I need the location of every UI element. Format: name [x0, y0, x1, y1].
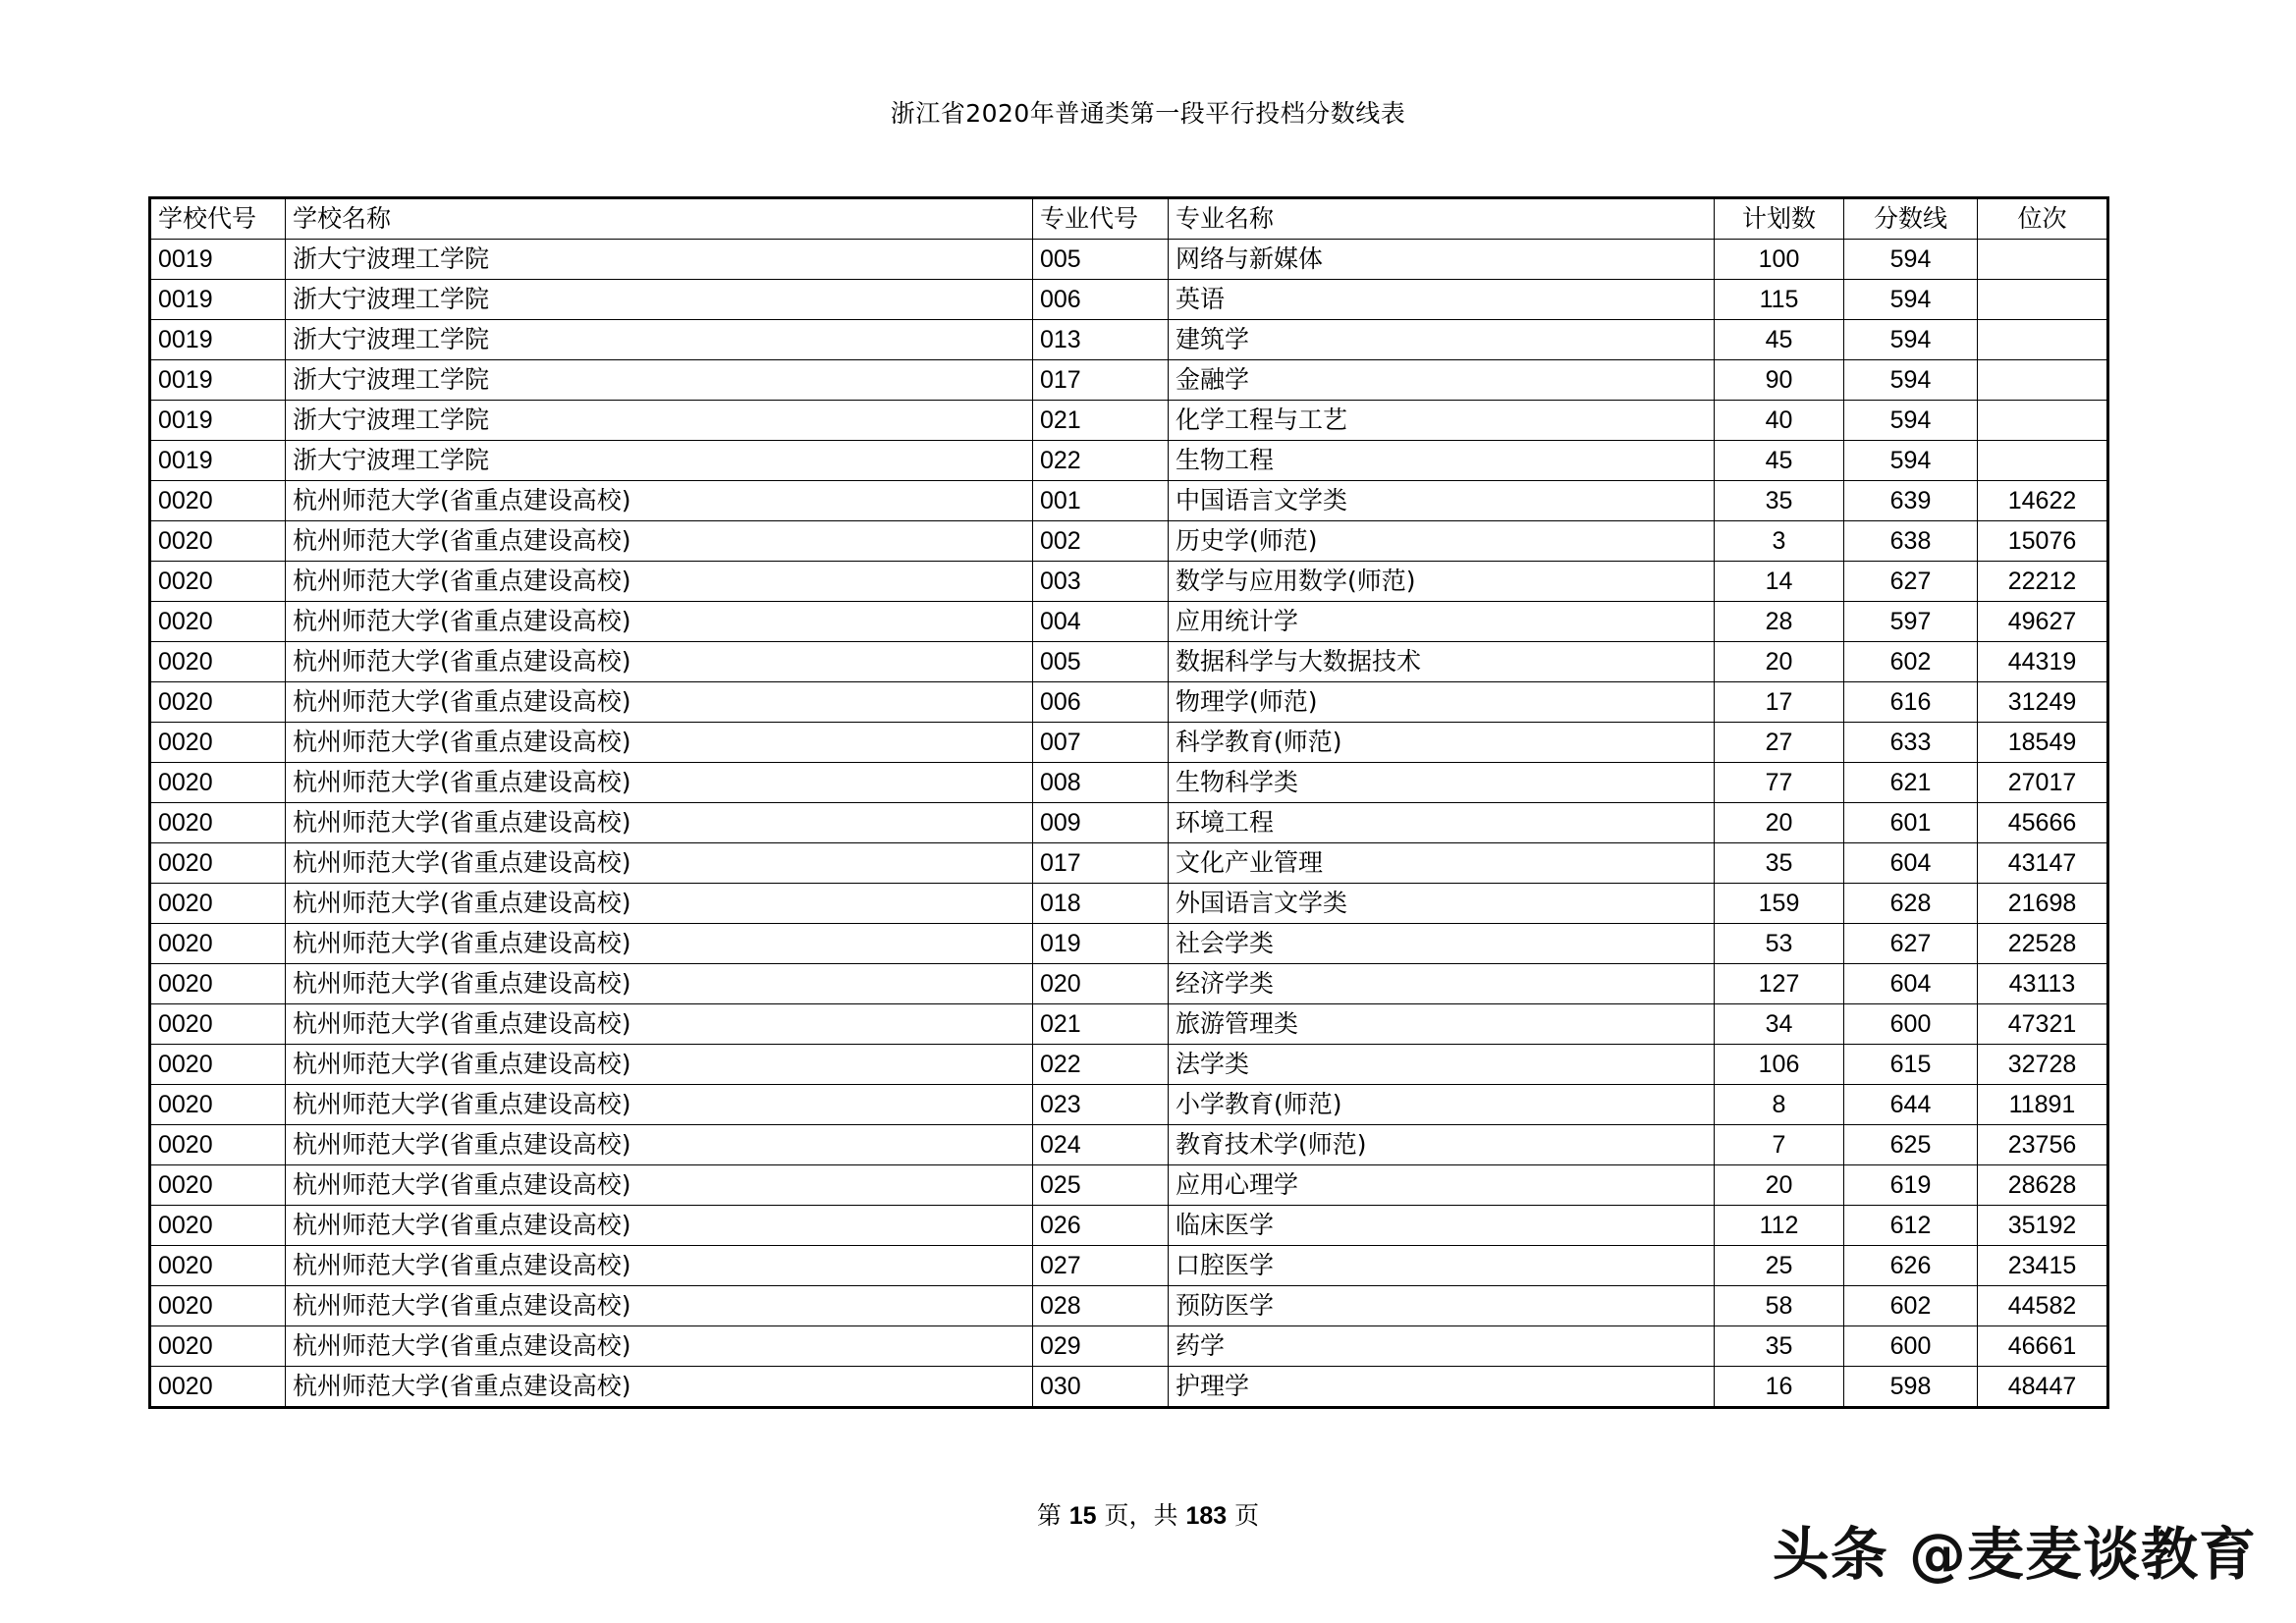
cell-major-code: 005 — [1033, 240, 1169, 280]
cell-school-name: 杭州师范大学(省重点建设高校) — [286, 481, 1033, 521]
cell-school-name: 杭州师范大学(省重点建设高校) — [286, 803, 1033, 843]
cell-major-name: 科学教育(师范) — [1169, 723, 1715, 763]
cell-plan: 159 — [1715, 884, 1844, 924]
cell-rank: 43113 — [1978, 964, 2108, 1004]
cell-rank: 31249 — [1978, 682, 2108, 723]
cell-major-code: 017 — [1033, 843, 1169, 884]
cell-major-name: 小学教育(师范) — [1169, 1085, 1715, 1125]
header-major-name: 专业名称 — [1169, 198, 1715, 240]
cell-major-name: 历史学(师范) — [1169, 521, 1715, 562]
cell-rank: 46661 — [1978, 1326, 2108, 1367]
cell-plan: 25 — [1715, 1246, 1844, 1286]
cell-school-name: 杭州师范大学(省重点建设高校) — [286, 1206, 1033, 1246]
cell-school-code: 0020 — [150, 682, 286, 723]
cell-rank: 14622 — [1978, 481, 2108, 521]
cell-major-code: 030 — [1033, 1367, 1169, 1408]
cell-school-code: 0020 — [150, 1246, 286, 1286]
score-table — [148, 196, 2109, 1409]
cell-major-code: 022 — [1033, 1045, 1169, 1085]
table-row — [150, 360, 2108, 401]
cell-school-code: 0020 — [150, 1004, 286, 1045]
cell-major-name: 应用心理学 — [1169, 1165, 1715, 1206]
cell-school-code: 0020 — [150, 763, 286, 803]
cell-major-code: 001 — [1033, 481, 1169, 521]
cell-score: 633 — [1844, 723, 1978, 763]
cell-school-name: 杭州师范大学(省重点建设高校) — [286, 1045, 1033, 1085]
cell-school-code: 0020 — [150, 642, 286, 682]
cell-score: 600 — [1844, 1326, 1978, 1367]
cell-score: 639 — [1844, 481, 1978, 521]
cell-major-name: 建筑学 — [1169, 320, 1715, 360]
cell-major-code: 018 — [1033, 884, 1169, 924]
cell-school-code: 0020 — [150, 1165, 286, 1206]
cell-major-name: 金融学 — [1169, 360, 1715, 401]
cell-major-code: 007 — [1033, 723, 1169, 763]
cell-major-code: 022 — [1033, 441, 1169, 481]
table-row — [150, 1085, 2108, 1125]
cell-rank — [1978, 441, 2108, 481]
cell-score: 602 — [1844, 642, 1978, 682]
cell-school-name: 杭州师范大学(省重点建设高校) — [286, 924, 1033, 964]
cell-score: 604 — [1844, 964, 1978, 1004]
cell-score: 628 — [1844, 884, 1978, 924]
cell-major-name: 教育技术学(师范) — [1169, 1125, 1715, 1165]
cell-major-code: 029 — [1033, 1326, 1169, 1367]
cell-major-name: 中国语言文学类 — [1169, 481, 1715, 521]
table-row — [150, 682, 2108, 723]
cell-score: 594 — [1844, 401, 1978, 441]
header-major-code: 专业代号 — [1033, 198, 1169, 240]
cell-major-code: 025 — [1033, 1165, 1169, 1206]
cell-score: 621 — [1844, 763, 1978, 803]
cell-school-name: 杭州师范大学(省重点建设高校) — [286, 964, 1033, 1004]
cell-major-code: 013 — [1033, 320, 1169, 360]
cell-school-name: 杭州师范大学(省重点建设高校) — [286, 1326, 1033, 1367]
cell-school-code: 0019 — [150, 441, 286, 481]
cell-score: 627 — [1844, 562, 1978, 602]
cell-plan: 35 — [1715, 1326, 1844, 1367]
score-table-container — [148, 196, 2106, 1409]
cell-school-name: 杭州师范大学(省重点建设高校) — [286, 1004, 1033, 1045]
cell-major-name: 口腔医学 — [1169, 1246, 1715, 1286]
header-school-code: 学校代号 — [150, 198, 286, 240]
table-row — [150, 280, 2108, 320]
cell-school-code: 0020 — [150, 723, 286, 763]
cell-rank: 27017 — [1978, 763, 2108, 803]
cell-rank: 44582 — [1978, 1286, 2108, 1326]
cell-plan: 115 — [1715, 280, 1844, 320]
cell-major-code: 006 — [1033, 682, 1169, 723]
cell-rank: 44319 — [1978, 642, 2108, 682]
cell-plan: 20 — [1715, 642, 1844, 682]
cell-plan: 112 — [1715, 1206, 1844, 1246]
cell-plan: 34 — [1715, 1004, 1844, 1045]
cell-rank — [1978, 360, 2108, 401]
cell-score: 594 — [1844, 441, 1978, 481]
cell-major-name: 旅游管理类 — [1169, 1004, 1715, 1045]
cell-major-name: 生物科学类 — [1169, 763, 1715, 803]
cell-school-name: 杭州师范大学(省重点建设高校) — [286, 843, 1033, 884]
table-row — [150, 320, 2108, 360]
cell-school-code: 0020 — [150, 1045, 286, 1085]
page-number: 15 — [1068, 1502, 1097, 1530]
cell-plan: 28 — [1715, 602, 1844, 642]
cell-rank: 11891 — [1978, 1085, 2108, 1125]
cell-score: 602 — [1844, 1286, 1978, 1326]
cell-school-name: 杭州师范大学(省重点建设高校) — [286, 1165, 1033, 1206]
cell-major-name: 护理学 — [1169, 1367, 1715, 1408]
cell-major-name: 社会学类 — [1169, 924, 1715, 964]
table-row — [150, 1206, 2108, 1246]
cell-school-code: 0019 — [150, 320, 286, 360]
cell-score: 594 — [1844, 240, 1978, 280]
cell-rank: 18549 — [1978, 723, 2108, 763]
cell-rank: 23415 — [1978, 1246, 2108, 1286]
cell-plan: 8 — [1715, 1085, 1844, 1125]
table-header-row — [150, 198, 2108, 240]
header-school-name: 学校名称 — [286, 198, 1033, 240]
cell-rank: 47321 — [1978, 1004, 2108, 1045]
cell-plan: 40 — [1715, 401, 1844, 441]
cell-school-name: 浙大宁波理工学院 — [286, 280, 1033, 320]
cell-school-name: 杭州师范大学(省重点建设高校) — [286, 1085, 1033, 1125]
cell-plan: 17 — [1715, 682, 1844, 723]
cell-score: 601 — [1844, 803, 1978, 843]
cell-major-code: 028 — [1033, 1286, 1169, 1326]
cell-rank: 32728 — [1978, 1045, 2108, 1085]
cell-plan: 106 — [1715, 1045, 1844, 1085]
table-row — [150, 1286, 2108, 1326]
cell-major-code: 006 — [1033, 280, 1169, 320]
cell-score: 594 — [1844, 320, 1978, 360]
cell-plan: 27 — [1715, 723, 1844, 763]
cell-plan: 16 — [1715, 1367, 1844, 1408]
cell-major-code: 024 — [1033, 1125, 1169, 1165]
cell-major-name: 化学工程与工艺 — [1169, 401, 1715, 441]
cell-major-name: 英语 — [1169, 280, 1715, 320]
cell-school-name: 杭州师范大学(省重点建设高校) — [286, 562, 1033, 602]
cell-plan: 45 — [1715, 441, 1844, 481]
cell-plan: 53 — [1715, 924, 1844, 964]
cell-score: 594 — [1844, 280, 1978, 320]
cell-score: 604 — [1844, 843, 1978, 884]
cell-plan: 58 — [1715, 1286, 1844, 1326]
cell-rank — [1978, 240, 2108, 280]
cell-score: 627 — [1844, 924, 1978, 964]
cell-rank: 15076 — [1978, 521, 2108, 562]
cell-rank — [1978, 401, 2108, 441]
cell-major-code: 020 — [1033, 964, 1169, 1004]
cell-school-name: 杭州师范大学(省重点建设高校) — [286, 723, 1033, 763]
cell-plan: 3 — [1715, 521, 1844, 562]
cell-school-code: 0020 — [150, 481, 286, 521]
cell-school-code: 0019 — [150, 240, 286, 280]
table-row — [150, 562, 2108, 602]
cell-major-name: 临床医学 — [1169, 1206, 1715, 1246]
cell-score: 616 — [1844, 682, 1978, 723]
cell-school-name: 杭州师范大学(省重点建设高校) — [286, 602, 1033, 642]
cell-school-code: 0019 — [150, 360, 286, 401]
footer-middle: 页，共 — [1096, 1501, 1186, 1530]
cell-major-name: 环境工程 — [1169, 803, 1715, 843]
header-score: 分数线 — [1844, 198, 1978, 240]
cell-school-code: 0020 — [150, 1085, 286, 1125]
table-row — [150, 1246, 2108, 1286]
cell-plan: 90 — [1715, 360, 1844, 401]
cell-school-code: 0020 — [150, 521, 286, 562]
cell-rank: 28628 — [1978, 1165, 2108, 1206]
cell-major-code: 021 — [1033, 1004, 1169, 1045]
cell-major-code: 005 — [1033, 642, 1169, 682]
cell-score: 612 — [1844, 1206, 1978, 1246]
page-total: 183 — [1185, 1502, 1228, 1530]
cell-plan: 14 — [1715, 562, 1844, 602]
cell-score: 638 — [1844, 521, 1978, 562]
cell-score: 625 — [1844, 1125, 1978, 1165]
cell-school-code: 0020 — [150, 924, 286, 964]
header-rank: 位次 — [1978, 198, 2108, 240]
table-row — [150, 481, 2108, 521]
cell-school-name: 杭州师范大学(省重点建设高校) — [286, 884, 1033, 924]
cell-rank: 48447 — [1978, 1367, 2108, 1408]
cell-school-code: 0020 — [150, 1206, 286, 1246]
table-row — [150, 1367, 2108, 1408]
table-row — [150, 843, 2108, 884]
table-row — [150, 924, 2108, 964]
cell-school-code: 0019 — [150, 280, 286, 320]
cell-score: 598 — [1844, 1367, 1978, 1408]
table-row — [150, 723, 2108, 763]
table-row — [150, 642, 2108, 682]
table-row — [150, 1125, 2108, 1165]
table-row — [150, 441, 2108, 481]
cell-rank: 22528 — [1978, 924, 2108, 964]
cell-score: 615 — [1844, 1045, 1978, 1085]
table-row — [150, 602, 2108, 642]
cell-rank: 21698 — [1978, 884, 2108, 924]
cell-major-code: 019 — [1033, 924, 1169, 964]
cell-score: 619 — [1844, 1165, 1978, 1206]
cell-school-code: 0019 — [150, 401, 286, 441]
cell-major-code: 002 — [1033, 521, 1169, 562]
cell-plan: 20 — [1715, 1165, 1844, 1206]
cell-major-name: 应用统计学 — [1169, 602, 1715, 642]
cell-school-code: 0020 — [150, 1286, 286, 1326]
cell-major-code: 009 — [1033, 803, 1169, 843]
cell-major-name: 经济学类 — [1169, 964, 1715, 1004]
cell-school-code: 0020 — [150, 562, 286, 602]
cell-major-code: 004 — [1033, 602, 1169, 642]
cell-major-code: 021 — [1033, 401, 1169, 441]
cell-school-code: 0020 — [150, 803, 286, 843]
cell-rank: 35192 — [1978, 1206, 2108, 1246]
cell-rank: 23756 — [1978, 1125, 2108, 1165]
cell-plan: 35 — [1715, 481, 1844, 521]
cell-school-name: 杭州师范大学(省重点建设高校) — [286, 1286, 1033, 1326]
table-row — [150, 884, 2108, 924]
cell-major-code: 026 — [1033, 1206, 1169, 1246]
cell-plan: 7 — [1715, 1125, 1844, 1165]
table-row — [150, 964, 2108, 1004]
table-row — [150, 521, 2108, 562]
page-title: 浙江省2020年普通类第一段平行投档分数线表 — [890, 99, 1406, 128]
table-body — [150, 240, 2108, 1408]
cell-plan: 20 — [1715, 803, 1844, 843]
cell-school-name: 浙大宁波理工学院 — [286, 360, 1033, 401]
header-plan: 计划数 — [1715, 198, 1844, 240]
table-row — [150, 401, 2108, 441]
cell-major-name: 预防医学 — [1169, 1286, 1715, 1326]
table-row — [150, 1326, 2108, 1367]
cell-school-name: 浙大宁波理工学院 — [286, 240, 1033, 280]
cell-plan: 77 — [1715, 763, 1844, 803]
table-row — [150, 1165, 2108, 1206]
cell-score: 597 — [1844, 602, 1978, 642]
cell-school-name: 浙大宁波理工学院 — [286, 401, 1033, 441]
cell-school-code: 0020 — [150, 1367, 286, 1408]
cell-rank — [1978, 320, 2108, 360]
cell-school-name: 杭州师范大学(省重点建设高校) — [286, 1367, 1033, 1408]
cell-major-name: 药学 — [1169, 1326, 1715, 1367]
cell-major-name: 外国语言文学类 — [1169, 884, 1715, 924]
cell-school-name: 杭州师范大学(省重点建设高校) — [286, 682, 1033, 723]
cell-score: 594 — [1844, 360, 1978, 401]
cell-school-code: 0020 — [150, 964, 286, 1004]
cell-major-code: 008 — [1033, 763, 1169, 803]
table-row — [150, 803, 2108, 843]
cell-major-name: 文化产业管理 — [1169, 843, 1715, 884]
cell-major-name: 生物工程 — [1169, 441, 1715, 481]
cell-school-code: 0020 — [150, 1125, 286, 1165]
cell-school-code: 0020 — [150, 602, 286, 642]
cell-major-name: 数学与应用数学(师范) — [1169, 562, 1715, 602]
table-row — [150, 1004, 2108, 1045]
cell-school-name: 杭州师范大学(省重点建设高校) — [286, 642, 1033, 682]
cell-major-code: 017 — [1033, 360, 1169, 401]
cell-rank: 45666 — [1978, 803, 2108, 843]
cell-plan: 127 — [1715, 964, 1844, 1004]
cell-rank: 43147 — [1978, 843, 2108, 884]
cell-school-name: 杭州师范大学(省重点建设高校) — [286, 1246, 1033, 1286]
cell-school-name: 杭州师范大学(省重点建设高校) — [286, 763, 1033, 803]
cell-major-name: 法学类 — [1169, 1045, 1715, 1085]
cell-score: 644 — [1844, 1085, 1978, 1125]
cell-major-name: 数据科学与大数据技术 — [1169, 642, 1715, 682]
cell-major-code: 027 — [1033, 1246, 1169, 1286]
cell-school-name: 杭州师范大学(省重点建设高校) — [286, 1125, 1033, 1165]
cell-plan: 100 — [1715, 240, 1844, 280]
cell-major-code: 003 — [1033, 562, 1169, 602]
cell-plan: 45 — [1715, 320, 1844, 360]
cell-rank — [1978, 280, 2108, 320]
cell-plan: 35 — [1715, 843, 1844, 884]
cell-school-name: 浙大宁波理工学院 — [286, 441, 1033, 481]
cell-major-name: 物理学(师范) — [1169, 682, 1715, 723]
cell-score: 626 — [1844, 1246, 1978, 1286]
cell-major-code: 023 — [1033, 1085, 1169, 1125]
cell-rank: 49627 — [1978, 602, 2108, 642]
table-row — [150, 1045, 2108, 1085]
cell-school-name: 浙大宁波理工学院 — [286, 320, 1033, 360]
cell-school-code: 0020 — [150, 1326, 286, 1367]
footer-suffix: 页 — [1227, 1501, 1260, 1530]
table-row — [150, 763, 2108, 803]
cell-school-code: 0020 — [150, 884, 286, 924]
watermark-text: 头条 @麦麦谈教育 — [1772, 1521, 2257, 1588]
cell-rank: 22212 — [1978, 562, 2108, 602]
cell-school-code: 0020 — [150, 843, 286, 884]
cell-school-name: 杭州师范大学(省重点建设高校) — [286, 521, 1033, 562]
cell-major-name: 网络与新媒体 — [1169, 240, 1715, 280]
cell-score: 600 — [1844, 1004, 1978, 1045]
table-row — [150, 240, 2108, 280]
footer-prefix: 第 — [1036, 1501, 1069, 1530]
